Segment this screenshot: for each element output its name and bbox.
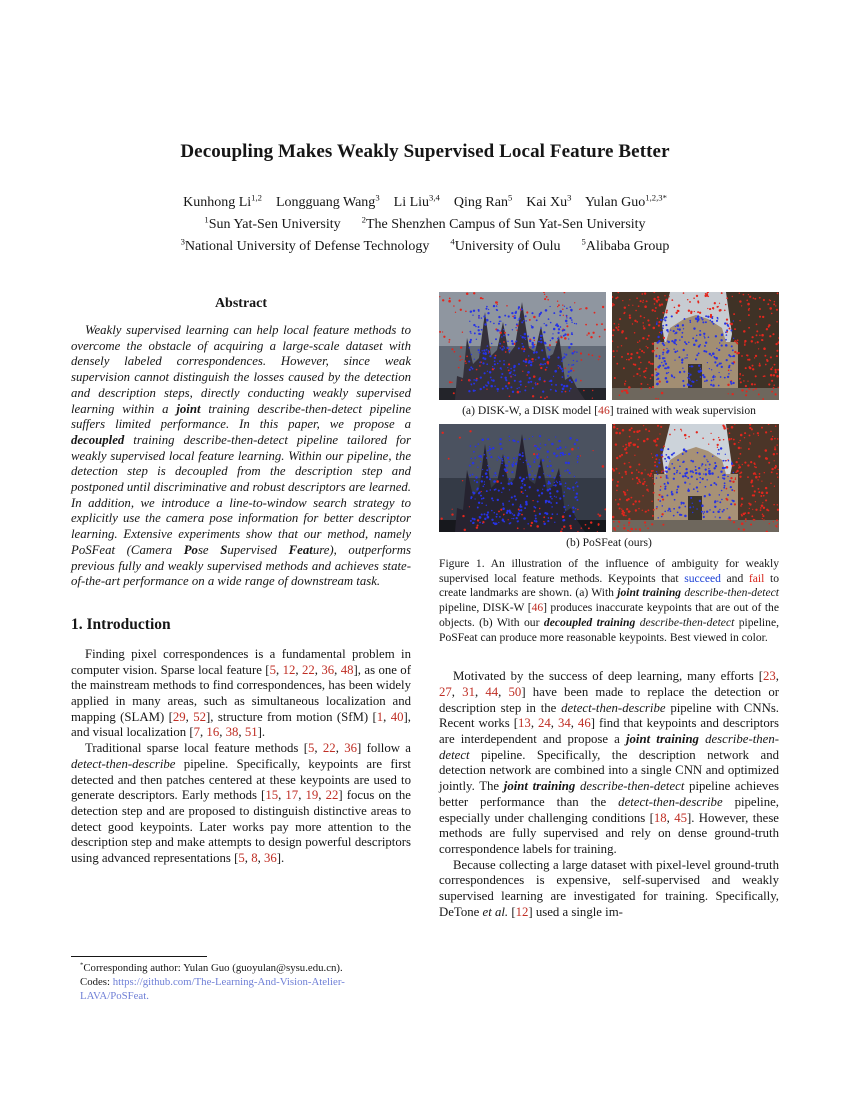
citation-link[interactable]: 22 — [325, 788, 339, 803]
citation-link[interactable]: 15 — [265, 788, 279, 803]
citation-link[interactable]: 36 — [321, 662, 335, 677]
figure-row-b — [439, 424, 779, 532]
figure-image-posfeat-cathedral — [439, 424, 606, 532]
footnote-codes: Codes: https://github.com/The-Learning-And-Vision-Atelier-LAVA/PoSFeat. — [80, 975, 345, 1002]
figure-image-posfeat-alamo — [612, 424, 779, 532]
citation-link[interactable]: 36 — [264, 851, 277, 866]
footnote-rule — [71, 956, 207, 957]
paper-title: Decoupling Makes Weakly Supervised Local Feature Better — [180, 141, 670, 162]
citation-link[interactable]: 48 — [340, 662, 354, 677]
abstract-paragraph: Weakly supervised learning can help local feature methods to overcome the obstacle of acquiring a large-scale dataset with densely labeled correspondences. However, since weak supervision cannot distinguish the losses caused by the detection and description steps, directly conducting weakly supervised learning within a joint training describe-then-detect pipeline suffers limited performance. In this paper, we propose a decoupled training describe-then-detect pipeline tailored for weakly supervised local feature learning. Within our pipeline, the detection step is decoupled from the description step and postponed until discriminative and robust descriptors are learned. In addition, we introduce a line-to-window search strategy to explicitly use the camera pose information for better descriptor learning. Extensive experiments show that our method, namely PoSFeat (Camera Pose Supervised Feature), outperforms previous fully and weakly supervised methods and achieves state-of-the-art performance on a wide range of downstream task. — [71, 323, 411, 589]
citation-link[interactable]: 50 — [508, 684, 522, 699]
figure-image-diskw-alamo — [612, 292, 779, 400]
citation-link[interactable]: 12 — [282, 662, 296, 677]
figure-caption: Figure 1. An illustration of the influence of ambiguity for weakly supervised local feature methods. Keypoints that succeed and fail to create landmarks are shown. (a) With joint training describe-then-detect pipeline, DISK-W [46] produces inaccurate keypoints that are out of the objects. (b) With our decoupled training describe-then-detect pipeline, PoSFeat can produce more reasonable keypoints. Best viewed in color. — [439, 557, 779, 644]
citation-link[interactable]: 52 — [193, 709, 207, 724]
citation-link[interactable]: 16 — [206, 725, 220, 740]
citation-link[interactable]: 1 — [376, 709, 384, 724]
citation-link[interactable]: 36 — [344, 741, 357, 756]
citation-link[interactable]: 45 — [674, 810, 687, 825]
citation-link[interactable]: 8 — [251, 851, 258, 866]
section-heading-introduction: 1. Introduction — [71, 615, 171, 633]
citation-link[interactable]: 17 — [285, 788, 299, 803]
citation-link[interactable]: 5 — [238, 851, 245, 866]
citation-link[interactable]: 34 — [557, 716, 571, 731]
citation-link[interactable]: 19 — [305, 788, 319, 803]
citation-link[interactable]: 29 — [172, 709, 186, 724]
citation-link[interactable]: 24 — [537, 716, 551, 731]
citation-link[interactable]: 5 — [307, 741, 315, 756]
citation-link[interactable]: 12 — [515, 904, 529, 919]
citation-link[interactable]: 40 — [390, 709, 404, 724]
authors-line: Kunhong Li$^{1,2}$ Longguang Wang$^3$ Li Liu$^{3,4}$ Qing Ran$^5$ Kai Xu$^3$ Yulan Guo$^{1,2,3*}$ — [183, 192, 667, 210]
citation-link[interactable]: 18 — [653, 810, 667, 825]
footnote-corresponding-author: *Corresponding author: Yulan Guo (guoyulan@sysu.edu.cn). — [80, 961, 343, 974]
figure-subcaption-a: (a) DISK-W, a DISK model [46] trained with weak supervision — [462, 404, 756, 417]
affiliation-line-2: $^3$National University of Defense Technology $^4$University of Oulu $^5$Alibaba Group — [180, 236, 670, 254]
figure-row-a — [439, 292, 779, 400]
figure-image-diskw-cathedral — [439, 292, 606, 400]
citation-link[interactable]: 46 — [531, 601, 544, 615]
affiliation-line-1: $^1$Sun Yat-Sen University $^2$The Shenzhen Campus of Sun Yat-Sen University — [204, 214, 646, 232]
citation-link[interactable]: 22 — [322, 741, 336, 756]
citation-link[interactable]: 22 — [301, 662, 315, 677]
citation-link[interactable]: 23 — [763, 669, 776, 684]
citation-link[interactable]: 46 — [598, 404, 610, 417]
figure-1 — [439, 292, 779, 645]
citation-link[interactable]: 31 — [462, 684, 475, 699]
right-column — [439, 292, 779, 920]
citation-link[interactable]: 13 — [518, 716, 531, 731]
intro-paragraph-2: Traditional sparse local feature methods [5, 22, 36] follow a detect-then-describe pipeline. Specifically, keypoints are first detected and then patches centered at these keypoints are used to generate descriptors. Early methods [15, 17, 19, 22] focus on the detection step and are proposed to distinguish distinctive areas to detect good keypoints. Later works pay more attention to the description step and make attempts to design powerful descriptors using advanced representations [5, 8, 36]. — [71, 741, 411, 866]
right-paragraph-1: Motivated by the success of deep learning, many efforts [23, 27, 31, 44, 50] have been made to replace the detection or description step in the detect-then-describe pipeline with CNNs. Recent works [13, 24, 34, 46] find that keypoints and descriptors are interdependent and propose a joint training describe-then-detect pipeline. Specifically, the description network and detection network are combined into a single CNN and optimized jointly. The joint training describe-then-detect pipeline achieves better performance than the detect-then-describe pipeline, especially under challenging conditions [18, 45]. However, these methods are fully supervised and rely on dense ground-truth correspondence labels for training. — [439, 669, 780, 856]
citation-link[interactable]: 27 — [439, 684, 452, 699]
citation-link[interactable]: 7 — [193, 725, 201, 740]
footnote — [71, 956, 411, 1003]
intro-paragraph-1: Finding pixel correspondences is a fundamental problem in computer vision. Sparse local feature [5, 12, 22, 36, 48], as one of the mainstream methods to find correspondences, has been widely applied in many areas, such as simultaneous localization and mapping (SLAM) [29, 52], structure from motion (SfM) [1, 40], and visual localization [7, 16, 38, 51]. — [71, 646, 412, 740]
citation-link[interactable]: 51 — [244, 725, 258, 740]
citation-link[interactable]: 46 — [577, 716, 591, 731]
citation-link[interactable]: 38 — [225, 725, 239, 740]
figure-subcaption-b: (b) PoSFeat (ours) — [566, 536, 652, 549]
citation-link[interactable]: 5 — [269, 662, 276, 677]
citation-link[interactable]: 44 — [485, 684, 499, 699]
left-column — [71, 296, 411, 867]
codes-url-link[interactable]: https://github.com/The-Learning-And-Vision-Atelier-LAVA/PoSFeat. — [80, 975, 345, 1002]
abstract-heading: Abstract — [214, 296, 268, 311]
right-paragraph-2: Because collecting a large dataset with pixel-level ground-truth correspondences is expensive, self-supervised and weakly supervised learning are investigated for training. Specifically, DeTone et al. [12] used a single im- — [439, 857, 779, 919]
